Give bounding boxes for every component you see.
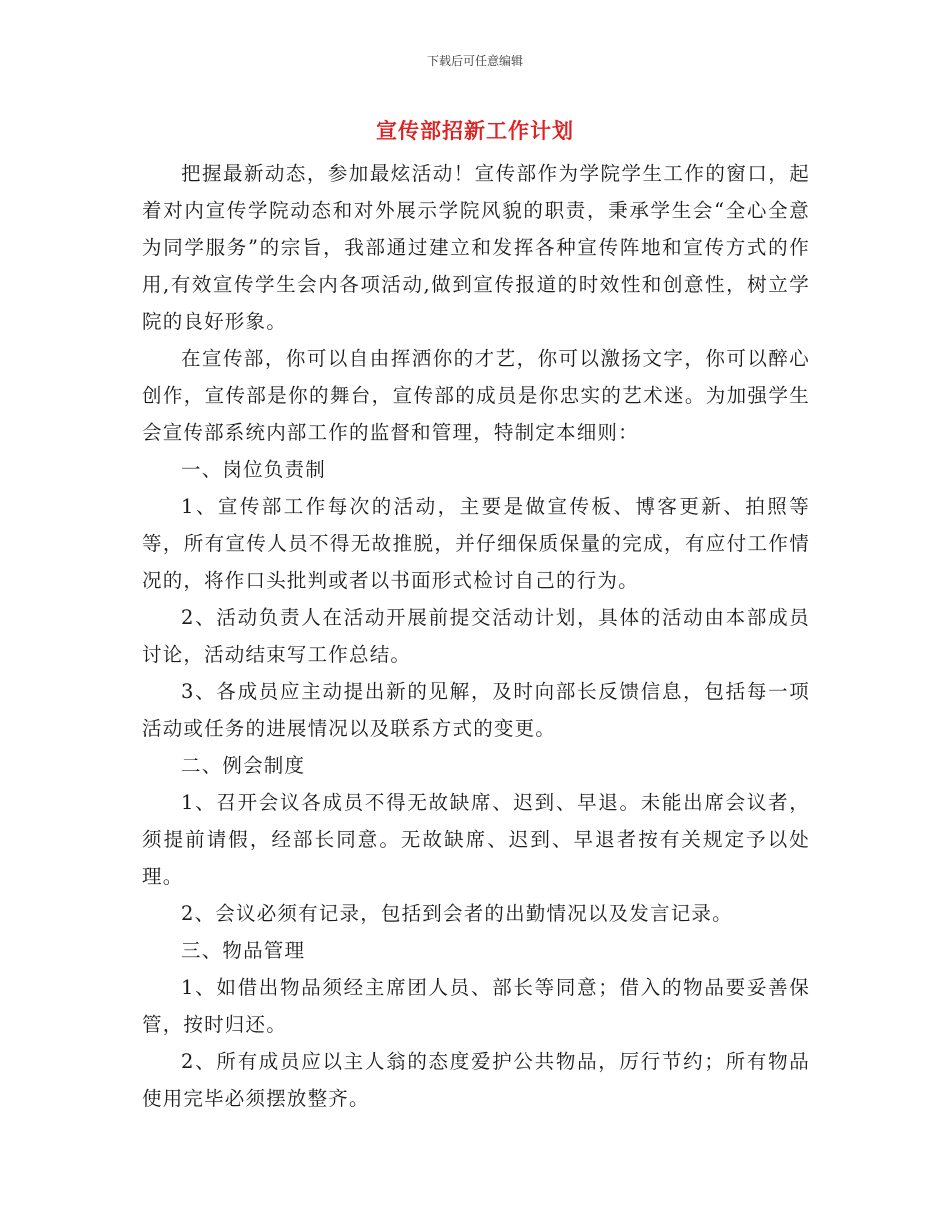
document-body xyxy=(142,155,810,1117)
section-heading-responsibility: 一、岗位负责制 xyxy=(181,458,326,481)
paragraph-meetings-2: 2、会议必须有记录，包括到会者的出勤情况以及发言记录。 xyxy=(181,902,733,925)
paragraph-intro: 把握最新动态，参加最炫活动！宣传部作为学院学生工作的窗口，起着对内宣传学院动态和对外展示学院风貌的职责，秉承学生会“全心全意为同学服务”的宗旨，我部通过建立和发挥各种宣传阵地和宣传方式的作用,有效宣传学生会内各项活动,做到宣传报道的时效性和创意性，树立学院的良好形象。 xyxy=(142,162,810,333)
section-heading-items: 三、物品管理 xyxy=(181,939,306,962)
paragraph-welcome: 在宣传部，你可以自由挥洒你的才艺，你可以激扬文字，你可以醉心创作，宣传部是你的舞台，宣传部的成员是你忠实的艺术迷。为加强学生会宣传部系统内部工作的监督和管理，特制定本细则： xyxy=(142,347,810,444)
section-heading-meetings: 二、例会制度 xyxy=(181,754,306,777)
paragraph-meetings-1: 1、召开会议各成员不得无故缺席、迟到、早退。未能出席会议者，须提前请假，经部长同意。无故缺席、迟到、早退者按有关规定予以处理。 xyxy=(142,791,810,888)
paragraph-items-1: 1、如借出物品须经主席团人员、部长等同意；借入的物品要妥善保管，按时归还。 xyxy=(142,976,810,1036)
page-header-note: 下载后可任意编辑 xyxy=(426,54,523,68)
paragraph-items-2: 2、所有成员应以主人翁的态度爱护公共物品，厉行节约；所有物品使用完毕必须摆放整齐。 xyxy=(142,1050,810,1110)
paragraph-responsibility-2: 2、活动负责人在活动开展前提交活动计划，具体的活动由本部成员讨论，活动结束写工作总结。 xyxy=(142,606,810,666)
paragraph-responsibility-1: 1、宣传部工作每次的活动，主要是做宣传板、博客更新、拍照等等，所有宣传人员不得无故推脱，并仔细保质保量的完成，有应付工作情况的，将作口头批判或者以书面形式检讨自己的行为。 xyxy=(142,495,810,592)
paragraph-responsibility-3: 3、各成员应主动提出新的见解，及时向部长反馈信息，包括每一项活动或任务的进展情况以及联系方式的变更。 xyxy=(142,680,810,740)
document-title: 宣传部招新工作计划 xyxy=(376,118,574,143)
